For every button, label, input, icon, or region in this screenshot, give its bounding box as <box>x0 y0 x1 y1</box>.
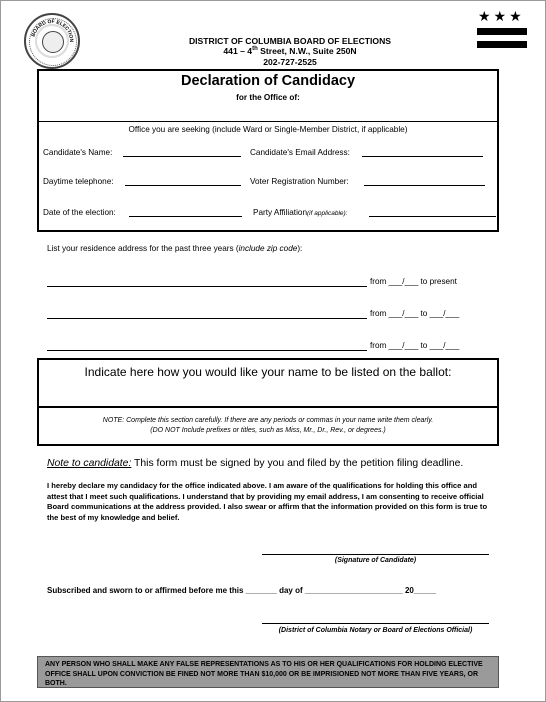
office-field-line[interactable] <box>39 121 497 122</box>
election-date-label: Date of the election: <box>43 208 116 217</box>
residence-dates: from ___/___ to ___/___ <box>370 341 460 350</box>
svg-text:BOARD OF ELECTIONS <box>26 15 74 43</box>
candidate-name-label: Candidate's Name: <box>43 148 113 157</box>
form-title: Declaration of Candidacy <box>180 73 356 89</box>
voter-reg-label: Voter Registration Number: <box>250 177 349 186</box>
ballot-heading: Indicate here how you would like your name to be listed on the ballot: <box>84 365 452 379</box>
ballot-note-prefixes: (DO NOT Include prefixes or titles, such as Miss, Mr., Dr., Rev., or degrees.) <box>150 427 386 434</box>
candidate-signature-caption: (Signature of Candidate) <box>334 557 417 564</box>
dc-flag-bar-icon <box>477 41 527 48</box>
residence-address-field[interactable] <box>47 318 367 319</box>
declaration-text: I hereby declare my candidacy for the office indicated above. I am aware of the qualifications for holding this office and attest that I meet such qualifications. I understand that by providing my email address, I am consenting to receive official Board communications at the address provided. I also swear or affirm that the information provided on this form is true to the best of my knowledge and belief. <box>47 481 488 522</box>
org-name: DISTRICT OF COLUMBIA BOARD OF ELECTIONS <box>188 36 392 46</box>
election-date-field[interactable] <box>129 216 242 217</box>
official-signature-field[interactable] <box>262 623 489 624</box>
residence-prompt: List your residence address for the past three years (include zip code): <box>47 244 303 253</box>
email-label: Candidate's Email Address: <box>250 148 350 157</box>
voter-reg-field[interactable] <box>364 185 485 186</box>
phone-label: Daytime telephone: <box>43 177 114 186</box>
email-field[interactable] <box>362 156 483 157</box>
sworn-statement: Subscribed and sworn to or affirmed before me this _______ day of ______________________ 20_____ <box>47 586 437 595</box>
residence-address-field[interactable] <box>47 286 367 287</box>
dc-flag-stars-icon: ★★★ <box>478 8 525 24</box>
phone-field[interactable] <box>125 185 241 186</box>
residence-dates: from ___/___ to present <box>370 277 457 286</box>
candidate-note: Note to candidate: This form must be signed by you and filed by the petition filing deadline. <box>47 458 464 469</box>
official-signature-caption: (District of Columbia Notary or Board of Elections Official) <box>278 627 473 634</box>
residence-dates: from ___/___ to ___/___ <box>370 309 460 318</box>
form-subtitle: for the Office of: <box>236 93 300 102</box>
residence-address-field[interactable] <box>47 350 367 351</box>
candidate-name-field[interactable] <box>123 156 241 157</box>
seal-text: BOARD OF ELECTION <box>30 18 75 43</box>
dc-flag-bar-icon <box>477 28 527 35</box>
ballot-name-field[interactable] <box>39 406 497 408</box>
board-seal-logo <box>24 13 80 69</box>
party-label: Party Affiliation(if applicable): <box>253 208 348 217</box>
org-phone: 202-727-2525 <box>263 57 317 67</box>
false-representation-warning: ANY PERSON WHO SHALL MAKE ANY FALSE REPRESENTATIONS AS TO HIS OR HER QUALIFICATIONS FOR HOLDING ELECTIVE OFFICE SHALL UPON CONVICTION BE FINED NOT MORE THAN $10,000 OR BE IMPRISIONED NOT MORE THAN FIVE YEARS, OR BOTH. <box>37 656 499 688</box>
office-label: Office you are seeking (include Ward or Single-Member District, if applicable) <box>128 125 408 134</box>
org-address: 441 – 4th Street, N.W., Suite 250N <box>223 46 357 56</box>
candidate-signature-field[interactable] <box>262 554 489 555</box>
ballot-note: NOTE: Complete this section carefully. If there are any periods or commas in your name write them clearly. <box>102 417 434 424</box>
party-field[interactable] <box>369 216 496 217</box>
